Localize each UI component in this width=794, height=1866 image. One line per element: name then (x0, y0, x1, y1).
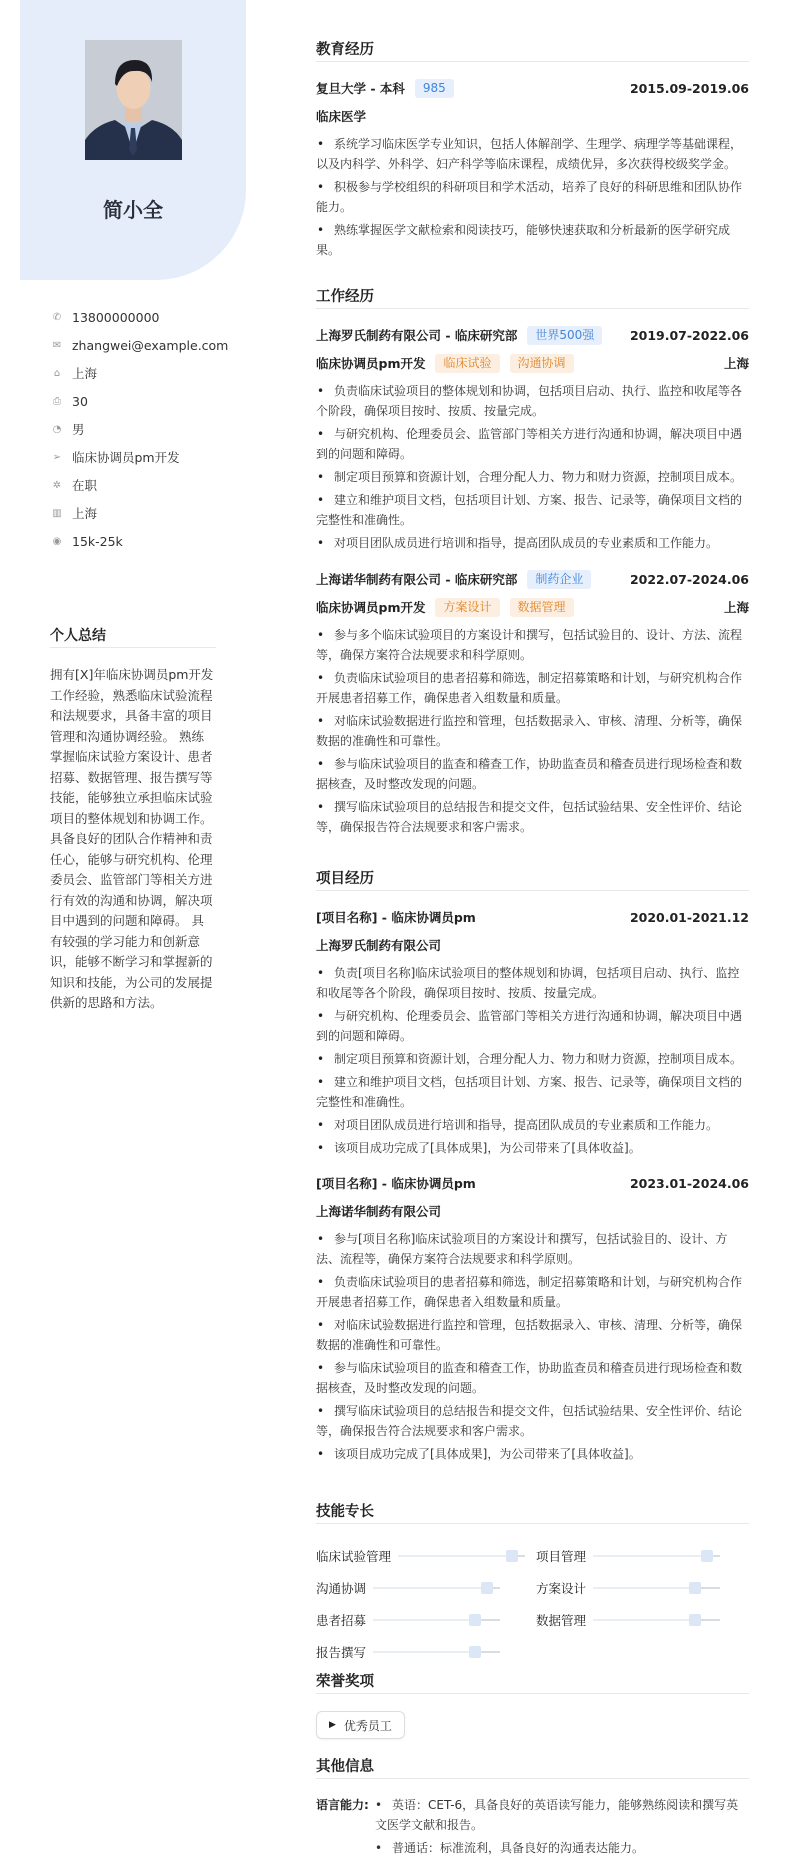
list-item: • 与研究机构、伦理委员会、监管部门等相关方进行沟通和协调，解决项目中遇到的问题和障碍。 (316, 1006, 749, 1046)
skill-level-fill (593, 1555, 707, 1557)
project-name: [项目名称] - 临床协调员pm (316, 910, 476, 925)
list-item: • 制定项目预算和资源计划，合理分配人力、物力和财力资源，控制项目成本。 (316, 1049, 749, 1069)
list-item: • 参与多个临床试验项目的方案设计和撰写，包括试验目的、设计、方法、流程等，确保方案符合法规要求和科学原则。 (316, 625, 749, 665)
school-tag: 985 (415, 79, 454, 98)
project-name: [项目名称] - 临床协调员pm (316, 1176, 476, 1191)
summary-heading: 个人总结 (50, 626, 216, 648)
skill-tag: 沟通协调 (510, 354, 574, 373)
contact-city (50, 499, 228, 527)
contact-text: 上海 (72, 506, 98, 521)
skill-item (316, 1604, 536, 1636)
date: 2015.09-2019.06 (629, 80, 749, 96)
contact-text: 15k-25k (72, 533, 123, 549)
skill-level-fill (398, 1555, 512, 1557)
list-item: • 撰写临床试验项目的总结报告和提交文件，包括试验结果、安全性评价、结论等，确保报告符合法规要求和客户需求。 (316, 1401, 749, 1441)
skill-level-bar (398, 1555, 525, 1557)
skill-level-thumb (469, 1614, 481, 1626)
skill-name: 数据管理 (536, 1613, 587, 1628)
skill-level-bar (373, 1619, 500, 1621)
contact-phone (50, 303, 228, 331)
projects-section (316, 869, 749, 1467)
phone-icon: ✆ (52, 311, 62, 323)
skill-name: 方案设计 (536, 1581, 587, 1596)
list-item: • 负责临床试验项目的患者招募和筛选，制定招募策略和计划，与研究机构合作开展患者招募工作，确保患者入组数量和质量。 (316, 1272, 749, 1312)
list-item: • 熟练掌握医学文献检索和阅读技巧，能够快速获取和分析最新的医学研究成果。 (316, 220, 749, 260)
skill-level-thumb (481, 1582, 493, 1594)
section-heading: 工作经历 (316, 287, 749, 309)
skill-level-thumb (469, 1646, 481, 1658)
skill-tag: 方案设计 (435, 598, 499, 617)
skill-name: 报告撰写 (316, 1645, 367, 1660)
contact-list (50, 303, 228, 555)
section-heading: 技能专长 (316, 1502, 749, 1524)
date: 2023.01-2024.06 (629, 1175, 749, 1191)
bullet-list (316, 134, 749, 260)
gender-icon: ◔ (52, 423, 62, 435)
contact-age (50, 387, 228, 415)
date: 2019.07-2022.06 (629, 327, 749, 343)
company-name: 上海罗氏制药有限公司 - 临床研究部 (316, 328, 518, 343)
skill-tag: 临床试验 (435, 354, 499, 373)
contact-text: 30 (72, 393, 88, 409)
salary-icon: ◉ (52, 535, 62, 547)
skill-name: 临床试验管理 (316, 1549, 392, 1564)
list-item: • 对临床试验数据进行监控和管理，包括数据录入、审核、清理、分析等，确保数据的准确性和可靠性。 (316, 711, 749, 751)
list-item: • 建立和维护项目文档，包括项目计划、方案、报告、记录等，确保项目文档的完整性和准确性。 (316, 1072, 749, 1112)
education-section (316, 40, 749, 263)
skill-level-bar (593, 1555, 720, 1557)
language-list (375, 1795, 749, 1861)
school-name: 复旦大学 - 本科 (316, 81, 405, 96)
list-item: • 系统学习临床医学专业知识，包括人体解剖学、生理学、病理学等基础课程，以及内科学、外科学、妇产科学等临床课程，成绩优异，多次获得校级奖学金。 (316, 134, 749, 174)
bullet-list (316, 963, 749, 1158)
work-section (316, 287, 749, 840)
skill-item (536, 1604, 749, 1636)
home-icon: ⌂ (53, 367, 61, 379)
job-role: 临床协调员pm开发 (316, 600, 426, 615)
contact-text: 男 (72, 422, 85, 437)
section-heading: 荣誉奖项 (316, 1672, 749, 1694)
list-item: • 参与临床试验项目的监查和稽查工作，协助监查员和稽查员进行现场检查和数据核查，及时整改发现的问题。 (316, 1358, 749, 1398)
list-item: • 与研究机构、伦理委员会、监管部门等相关方进行沟通和协调，解决项目中遇到的问题和障碍。 (316, 424, 749, 464)
building-icon: ▥ (52, 507, 62, 519)
list-item: • 负责[项目名称]临床试验项目的整体规划和协调，包括项目启动、执行、监控和收尾等各个阶段，确保项目按时、按质、按量完成。 (316, 963, 749, 1003)
skill-item (536, 1572, 749, 1604)
skill-level-thumb (701, 1550, 713, 1562)
skill-name: 沟通协调 (316, 1581, 367, 1596)
award-label: 优秀员工 (343, 1718, 392, 1733)
contact-text: 上海 (72, 366, 98, 381)
list-item: • 普通话：标准流利，具备良好的沟通表达能力。 (375, 1838, 749, 1858)
contact-location (50, 359, 228, 387)
profile-photo (85, 40, 182, 160)
list-item: • 对项目团队成员进行培训和指导，提高团队成员的专业素质和工作能力。 (316, 533, 749, 553)
list-item: • 撰写临床试验项目的总结报告和提交文件，包括试验结果、安全性评价、结论等，确保报告符合法规要求和客户需求。 (316, 797, 749, 837)
contact-text: 13800000000 (72, 309, 160, 325)
list-item: • 积极参与学校组织的科研项目和学术活动，培养了良好的科研思维和团队协作能力。 (316, 177, 749, 217)
status-icon: ✲ (52, 479, 62, 491)
skill-level-thumb (689, 1582, 701, 1594)
skill-level-bar (373, 1651, 500, 1653)
skill-level-fill (373, 1651, 475, 1653)
other-section (316, 1757, 749, 1861)
contact-text: 在职 (72, 478, 98, 493)
list-item: • 负责临床试验项目的整体规划和协调，包括项目启动、执行、监控和收尾等各个阶段，确保项目按时、按质、按量完成。 (316, 381, 749, 421)
section-heading: 其他信息 (316, 1757, 749, 1779)
job-city: 上海 (723, 356, 749, 371)
contact-text: 临床协调员pm开发 (72, 450, 180, 465)
company-name: 上海诺华制药有限公司 - 临床研究部 (316, 572, 518, 587)
list-item: • 英语：CET-6，具备良好的英语读写能力，能够熟练阅读和撰写英文医学文献和报告。 (375, 1795, 749, 1835)
bullet-list (316, 625, 749, 837)
skills-grid (316, 1540, 749, 1668)
list-item: • 该项目成功完成了[具体成果]，为公司带来了[具体收益]。 (316, 1444, 749, 1464)
list-item: • 该项目成功完成了[具体成果]，为公司带来了[具体收益]。 (316, 1138, 749, 1158)
skill-level-fill (373, 1619, 475, 1621)
skill-name: 患者招募 (316, 1613, 367, 1628)
skill-level-thumb (689, 1614, 701, 1626)
skill-item (316, 1636, 536, 1668)
skill-tag: 数据管理 (510, 598, 574, 617)
date: 2020.01-2021.12 (629, 909, 749, 925)
skill-level-bar (593, 1587, 720, 1589)
company-tag: 世界500强 (527, 326, 602, 345)
contact-gender (50, 415, 228, 443)
skill-level-bar (373, 1587, 500, 1589)
list-item: • 参与临床试验项目的监查和稽查工作，协助监查员和稽查员进行现场检查和数据核查，及时整改发现的问题。 (316, 754, 749, 794)
project-company: 上海诺华制药有限公司 (316, 1204, 442, 1219)
section-heading: 教育经历 (316, 40, 749, 62)
skill-item (316, 1540, 536, 1572)
bullet-list (316, 381, 749, 553)
job-role: 临床协调员pm开发 (316, 356, 426, 371)
job-city: 上海 (723, 600, 749, 615)
list-item: • 对临床试验数据进行监控和管理，包括数据录入、审核、清理、分析等，确保数据的准确性和可靠性。 (316, 1315, 749, 1355)
list-item: • 参与[项目名称]临床试验项目的方案设计和撰写，包括试验目的、设计、方法、流程等，确保方案符合法规要求和科学原则。 (316, 1229, 749, 1269)
candidate-name: 简小全 (103, 198, 163, 222)
list-item: • 负责临床试验项目的患者招募和筛选，制定招募策略和计划，与研究机构合作开展患者招募工作，确保患者入组数量和质量。 (316, 668, 749, 708)
list-item: • 制定项目预算和资源计划，合理分配人力、物力和财力资源，控制项目成本。 (316, 467, 749, 487)
contact-text: zhangwei@example.com (72, 337, 229, 353)
project-company: 上海罗氏制药有限公司 (316, 938, 442, 953)
age-icon: ⎙ (53, 395, 61, 407)
skill-level-bar (593, 1619, 720, 1621)
contact-salary (50, 527, 228, 555)
major: 临床医学 (316, 109, 367, 124)
bullet-list (316, 1229, 749, 1464)
send-icon: ➢ (52, 451, 62, 463)
section-heading: 项目经历 (316, 869, 749, 891)
date: 2022.07-2024.06 (629, 571, 749, 587)
skills-section (316, 1502, 749, 1668)
contact-status (50, 471, 228, 499)
company-tag: 制药企业 (527, 570, 591, 589)
award-badge[interactable] (316, 1711, 405, 1739)
list-item: • 对项目团队成员进行培训和指导，提高团队成员的专业素质和工作能力。 (316, 1115, 749, 1135)
skill-item (316, 1572, 536, 1604)
honors-section (316, 1672, 749, 1739)
contact-email (50, 331, 228, 359)
mail-icon: ✉ (52, 339, 62, 351)
summary-text: 拥有[X]年临床协调员pm开发工作经验，熟悉临床试验流程和法规要求，具备丰富的项目管理和沟通协调经验。 熟练掌握临床试验方案设计、患者招募、数据管理、报告撰写等技能，能够独立承担临床试验项目的整体规划和协调工作。 具备良好的团队合作精神和责任心，能够与研究机构、伦理委员会、监管部门等相关方进行有效的沟通和协调，解决项目中遇到的问题和障碍。 具有较强的学习能力和创新意识，能够不断学习和掌握新的知识和技能，为公司的发展提供新的思路和方法。 (50, 667, 214, 1010)
list-item: • 建立和维护项目文档，包括项目计划、方案、报告、记录等，确保项目文档的完整性和准确性。 (316, 490, 749, 530)
play-icon: ▶ (329, 1720, 336, 1730)
skill-level-thumb (506, 1550, 518, 1562)
skill-level-fill (593, 1587, 695, 1589)
skill-item (536, 1540, 749, 1572)
language-label: 语言能力: (316, 1798, 369, 1812)
skill-level-fill (593, 1619, 695, 1621)
contact-position (50, 443, 228, 471)
skill-name: 项目管理 (536, 1549, 587, 1564)
skill-level-fill (373, 1587, 487, 1589)
